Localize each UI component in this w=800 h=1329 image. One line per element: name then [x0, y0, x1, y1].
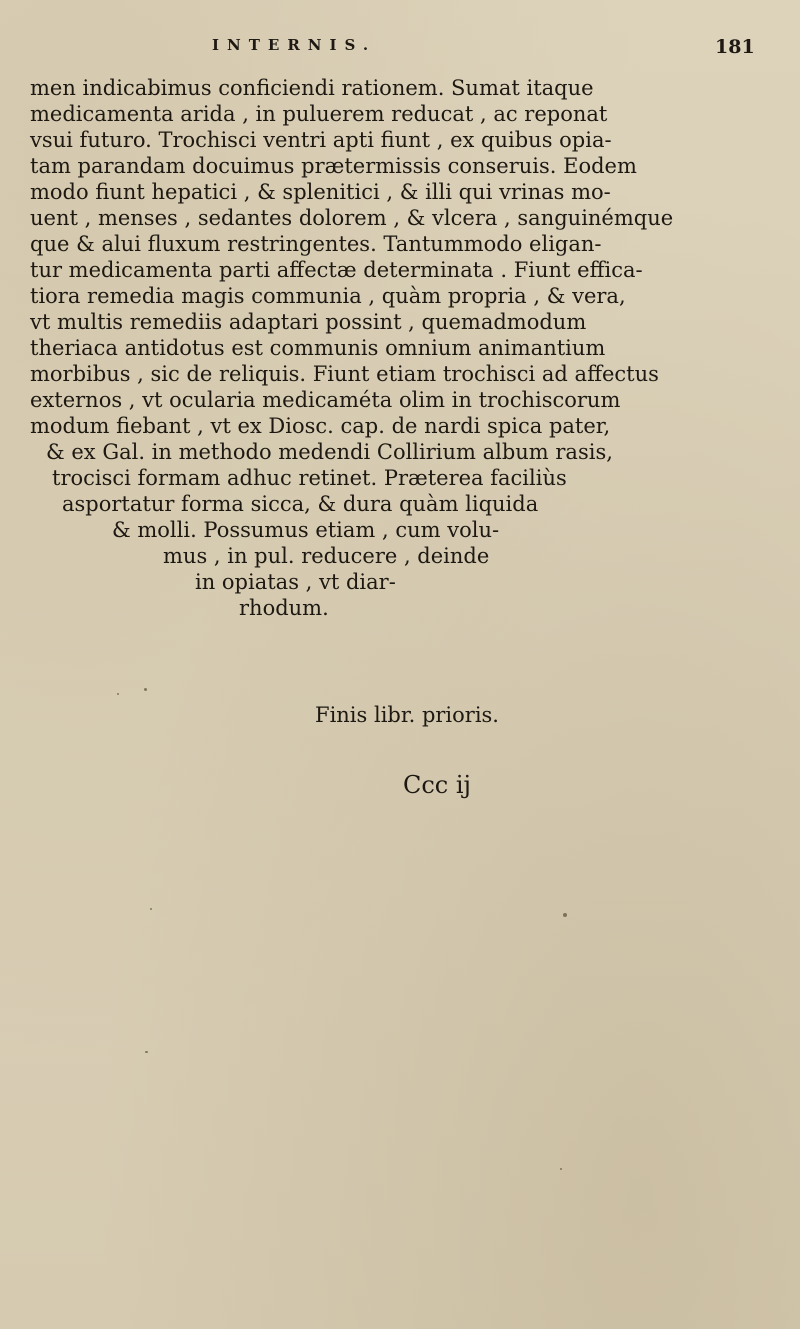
text-line: vt multis remediis adaptari possint , quemadmodum	[30, 310, 587, 334]
text-line: in opiatas , vt diar-	[195, 570, 396, 594]
text-line: men indicabimus conficiendi rationem. Sumat itaque	[30, 76, 594, 100]
text-line: rhodum.	[239, 596, 329, 620]
text-line: medicamenta arida , in puluerem reducat , ac reponat	[30, 102, 608, 126]
text-line: tur medicamenta parti affectæ determinata . Fiunt effica-	[30, 258, 643, 282]
text-line: uent , menses , sedantes dolorem , & vlcera , sanguinémque	[30, 206, 674, 230]
text-line: externos , vt ocularia medicaméta olim in trochiscorum	[30, 388, 621, 412]
text-line: vsui futuro. Trochisci ventri apti fiunt , ex quibus opia-	[30, 128, 612, 152]
text-line: modo fiunt hepatici , & splenitici , & illi qui vrinas mo-	[30, 180, 611, 204]
text-line: & ex Gal. in methodo medendi Collirium album rasis,	[46, 440, 613, 464]
text-line: trocisci formam adhuc retinet. Præterea faciliùs	[52, 466, 567, 490]
text-line: theriaca antidotus est communis omnium animantium	[30, 336, 606, 360]
text-line: modum fiebant , vt ex Diosc. cap. de nardi spica pater,	[30, 414, 611, 438]
page-number: 181	[715, 36, 755, 58]
running-head: INTERNIS.	[212, 36, 377, 54]
text-line: que & alui fluxum restringentes. Tantummodo eligan-	[30, 232, 602, 256]
text-line: mus , in pul. reducere , deinde	[163, 544, 490, 568]
text-line: tam parandam docuimus prætermissis conseruis. Eodem	[30, 154, 637, 178]
colophon: Finis libr. prioris.	[315, 703, 499, 727]
text-line: & molli. Possumus etiam , cum volu-	[112, 518, 500, 542]
signature-mark: Ccc ij	[403, 771, 471, 799]
text-line: tiora remedia magis communia , quàm propria , & vera,	[30, 284, 626, 308]
text-line: asportatur forma sicca, & dura quàm liquida	[62, 492, 539, 516]
text-line: morbibus , sic de reliquis. Fiunt etiam trochisci ad affectus	[30, 362, 659, 386]
